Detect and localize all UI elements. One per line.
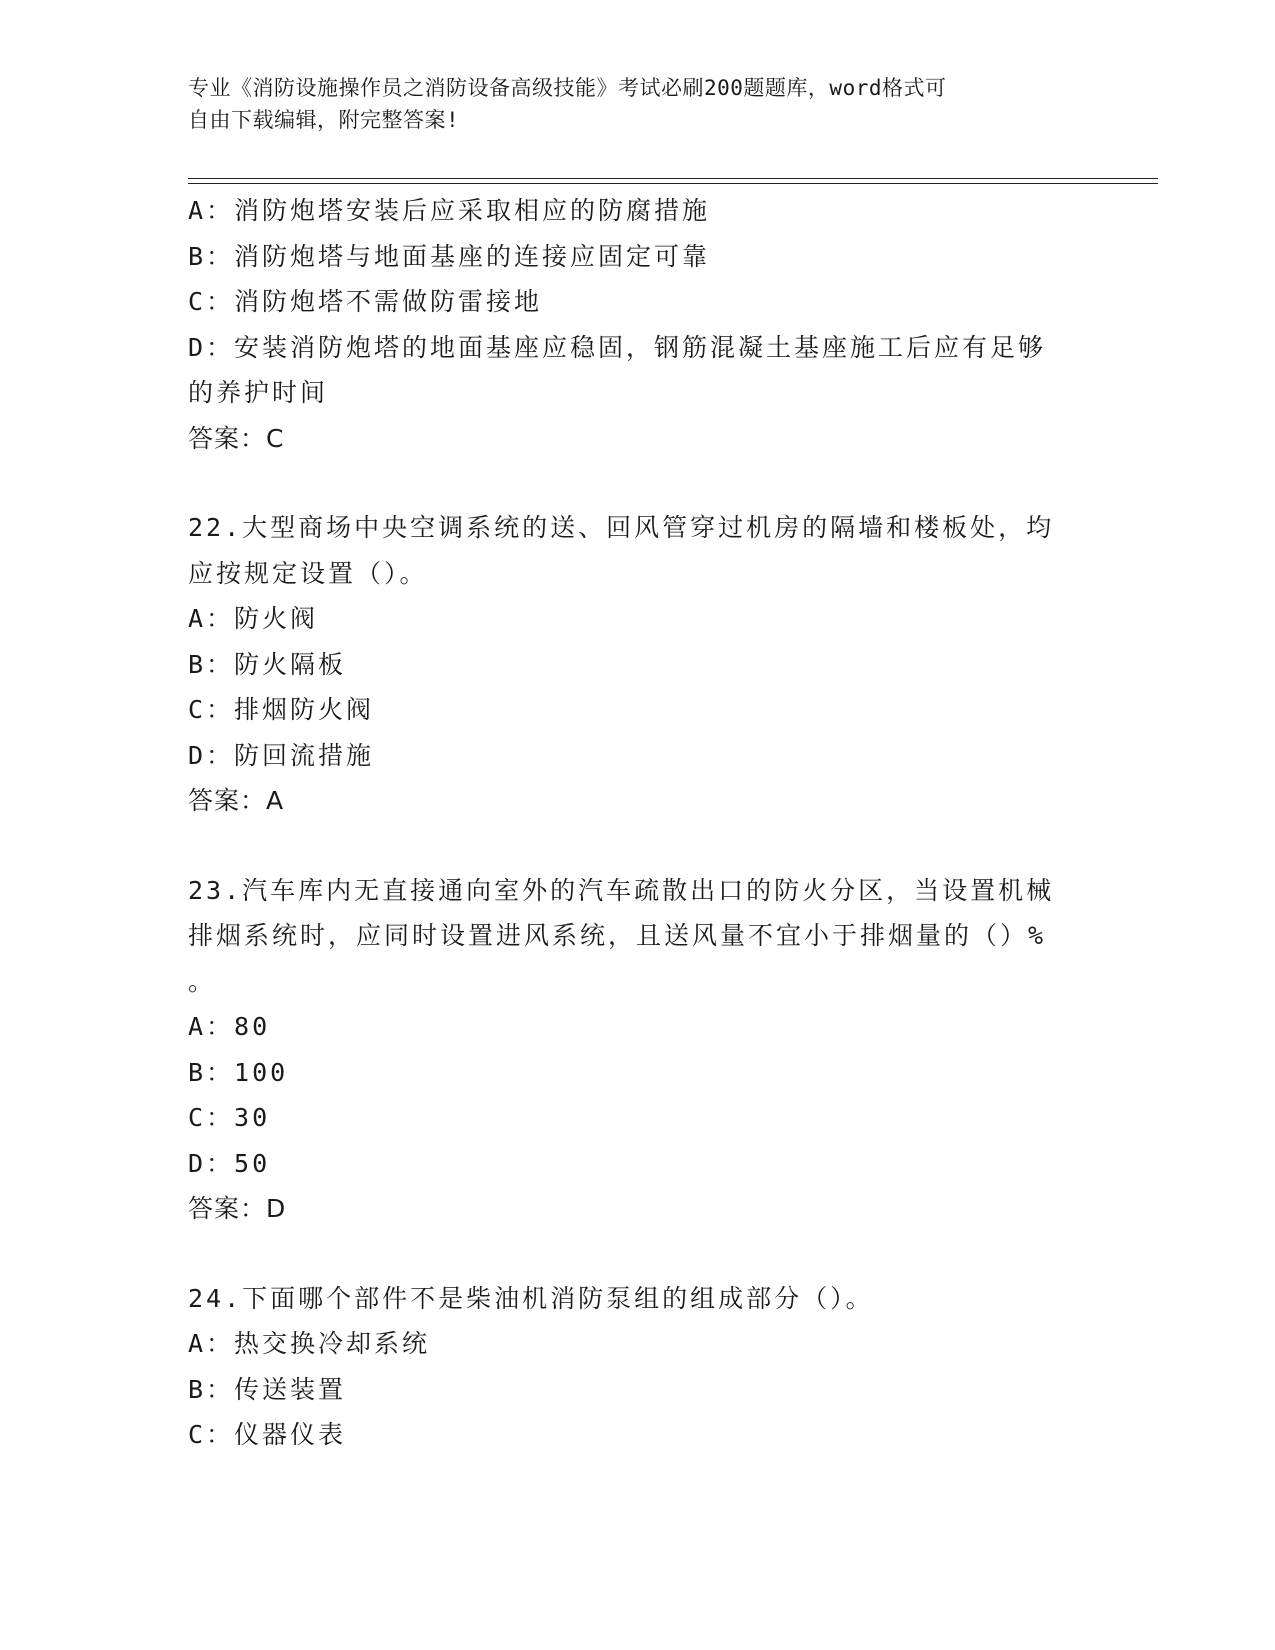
spacer [188,824,1083,868]
option-b: B：传送装置 [188,1374,347,1404]
header-divider-top [188,178,1158,179]
spacer [188,461,1083,505]
option-a: A：消防炮塔安装后应采取相应的防腐措施 [188,196,711,225]
option-c: C：30 [188,1103,271,1132]
header-line-2: 自由下载编辑，附完整答案! [188,108,460,132]
question-stem-continued: 应按规定设置（）。 [188,558,428,588]
option-c: C：排烟防火阀 [188,695,375,724]
document-header [188,72,1068,136]
answer: 答案：A [188,786,285,815]
question-21-tail [188,188,1083,461]
question-24 [188,1276,1083,1458]
question-23 [188,868,1083,1232]
option-d: D：50 [188,1148,271,1178]
spacer [188,1232,1083,1276]
option-a: A：防火阀 [188,604,319,633]
answer: 答案：C [188,423,285,453]
header-divider-bottom [188,183,1158,184]
option-d: D：防回流措施 [188,740,375,770]
option-a: A：80 [188,1012,271,1041]
option-d-continued: 的养护时间 [188,378,329,407]
question-stem-continued: 。 [188,966,217,996]
question-stem-continued: 排烟系统时，应同时设置进风系统，且送风量不宜小于排烟量的（）% [188,921,1047,950]
question-22 [188,505,1083,824]
option-b: B：100 [188,1057,289,1087]
question-stem: 23.汽车库内无直接通向室外的汽车疏散出口的防火分区，当设置机械 [188,875,1055,905]
question-stem: 24.下面哪个部件不是柴油机消防泵组的组成部分（）。 [188,1283,874,1313]
option-b: B：防火隔板 [188,649,347,679]
answer: 答案：D [188,1194,287,1223]
question-stem: 22.大型商场中央空调系统的送、回风管穿过机房的隔墙和楼板处，均 [188,513,1055,542]
header-line-1: 专业《消防设施操作员之消防设备高级技能》考试必刷200题题库，word格式可 [188,76,947,100]
document-body [188,188,1083,1458]
option-a: A：热交换冷却系统 [188,1329,431,1358]
option-c: C：仪器仪表 [188,1420,347,1449]
option-c: C：消防炮塔不需做防雷接地 [188,287,543,316]
option-b: B：消防炮塔与地面基座的连接应固定可靠 [188,241,711,271]
option-d: D：安装消防炮塔的地面基座应稳固，钢筋混凝土基座施工后应有足够 [188,332,1047,362]
